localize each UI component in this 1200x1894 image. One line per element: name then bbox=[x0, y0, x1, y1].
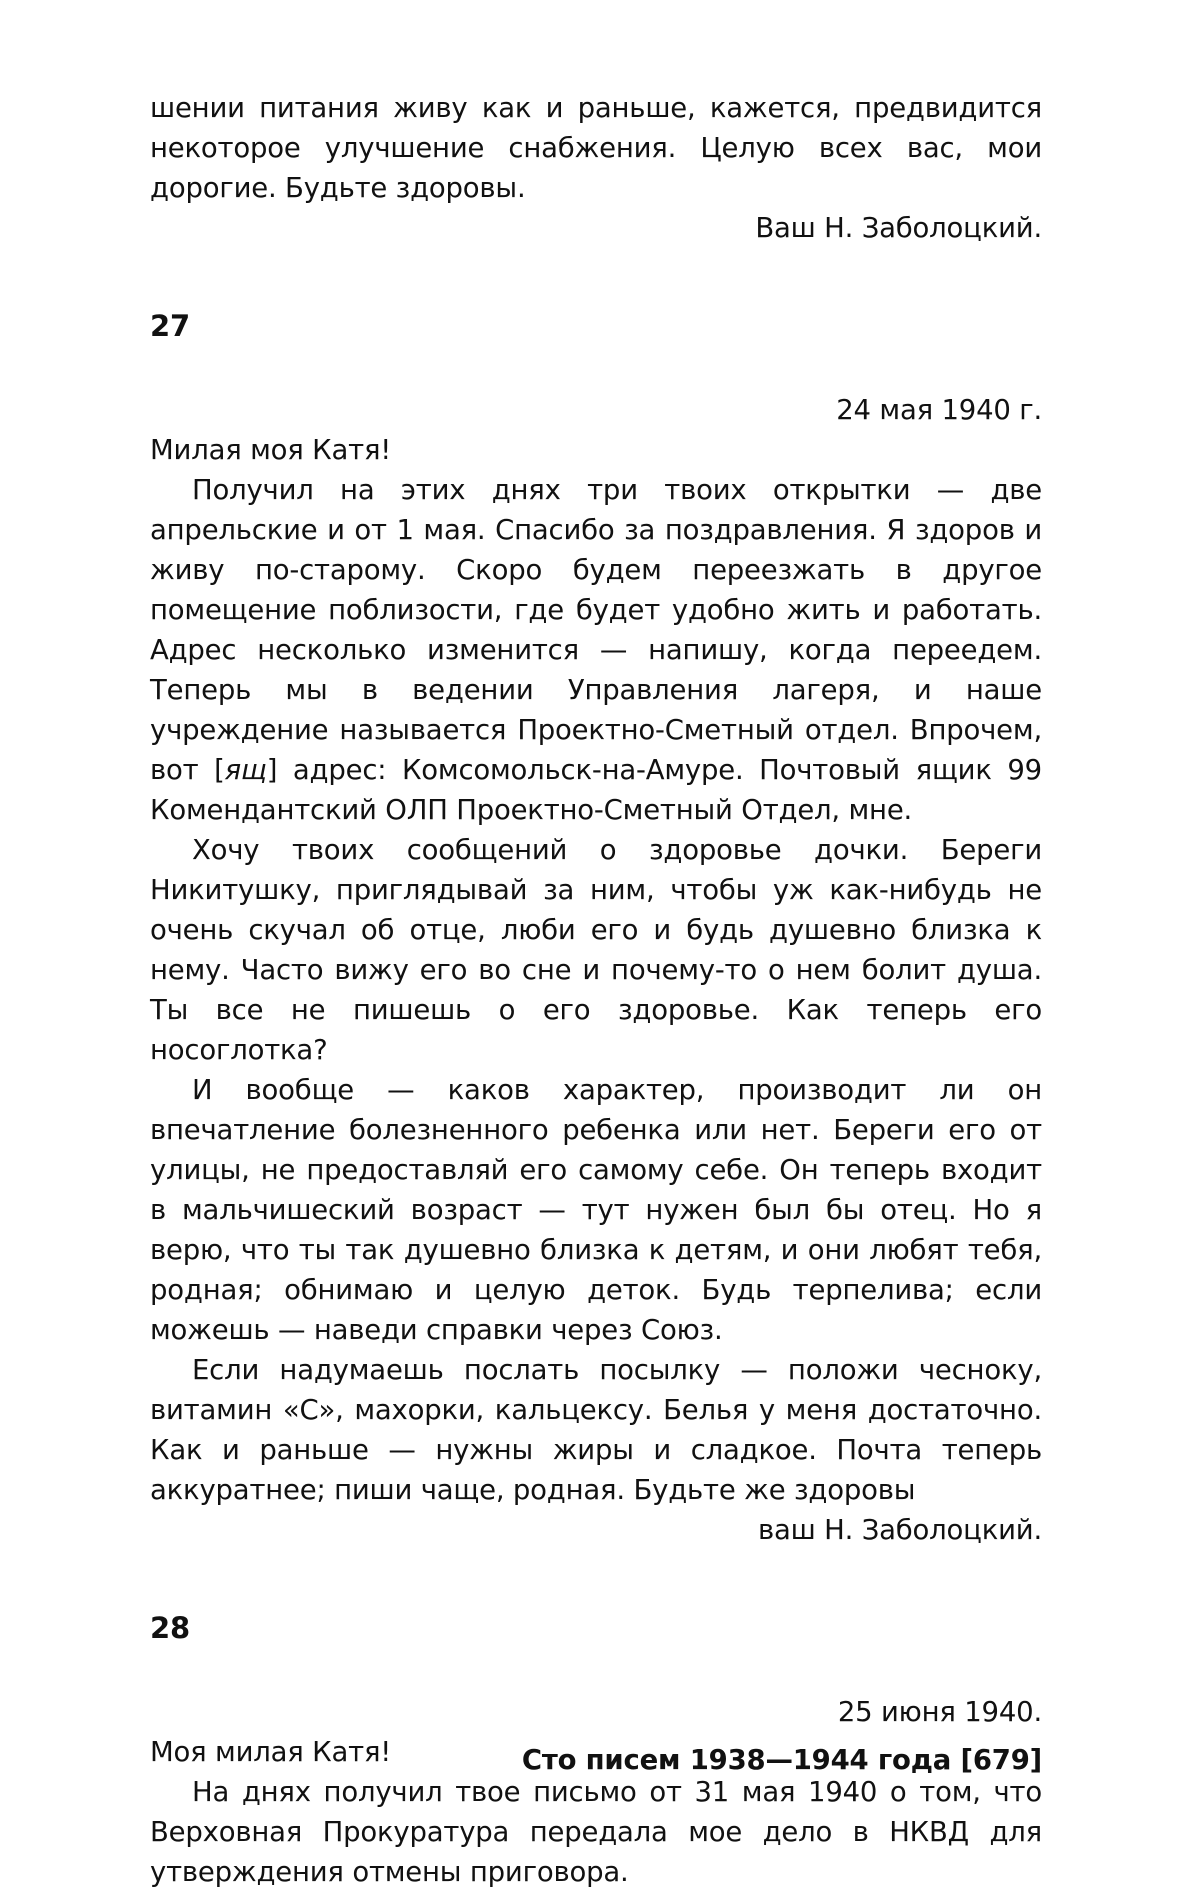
signature: Ваш Н. Заболоцкий. bbox=[755, 212, 1042, 244]
continued-text: шении питания живу как и раньше, кажется, предвидится некоторое улучшение снабжения. Целую всех вас, мои дорогие. Будьте здоровы. bbox=[150, 92, 1042, 204]
editorial-italic: ящ bbox=[224, 754, 267, 786]
letter-number: 27 bbox=[150, 309, 190, 343]
letter-date: 25 июня 1940. bbox=[837, 1696, 1042, 1728]
page-body bbox=[150, 88, 1042, 1892]
running-footer: Сто писем 1938—1944 года [679] bbox=[521, 1744, 1042, 1776]
letter-greeting: Моя милая Катя! bbox=[150, 1736, 392, 1768]
paragraph-text: ] адрес: Комсомольск-на-Амуре. Почтовый ящик 99 Комендантский ОЛП Проектно-Сметный Отдел, мне. bbox=[150, 754, 1042, 826]
paragraph: На днях получил твое письмо от 31 мая 1940 о том, что Верховная Прокуратура передала мое дело в НКВД для утверждения отмены приговора. bbox=[150, 1776, 1042, 1888]
paragraph-text: Получил на этих днях три твоих открытки — две апрельские и от 1 мая. Спасибо за поздравления. Я здоров и живу по-старому. Скоро будем переезжать в другое помещение поблизости, где будет удобно жить и работать. Адрес несколько изменится — напишу, когда переедем. Теперь мы в ведении Управления лагеря, и наше учреждение называется Проектно-Сметный отдел. Впрочем, вот [ bbox=[150, 474, 1042, 786]
letter-greeting: Милая моя Катя! bbox=[150, 434, 392, 466]
paragraph: Хочу твоих сообщений о здоровье дочки. Береги Никитушку, приглядывай за ним, чтобы уж как-нибудь не очень скучал об отце, люби его и будь душевно близка к нему. Часто вижу его во сне и почему-то о нем болит душа. Ты все не пишешь о его здоровье. Как теперь его носоглотка? bbox=[150, 834, 1042, 1066]
paragraph: И вообще — каков характер, производит ли он впечатление болезненного ребенка или нет. Береги его от улицы, не предоставляй его самому себе. Он теперь входит в мальчишеский возраст — тут нужен был бы отец. Но я верю, что ты так душевно близка к детям, и они любят тебя, родная; обнимаю и целую деток. Будь терпелива; если можешь — наведи справки через Союз. bbox=[150, 1074, 1042, 1346]
paragraph bbox=[150, 470, 1042, 830]
letter-date: 24 мая 1940 г. bbox=[836, 394, 1042, 426]
letter-number: 28 bbox=[150, 1611, 190, 1645]
signature: ваш Н. Заболоцкий. bbox=[757, 1514, 1042, 1546]
paragraph: Если надумаешь послать посылку — положи чесноку, витамин «С», махорки, кальцексу. Белья у меня достаточно. Как и раньше — нужны жиры и сладкое. Почта теперь аккуратнее; пиши чаще, родная. Будьте же здоровы bbox=[150, 1354, 1042, 1506]
